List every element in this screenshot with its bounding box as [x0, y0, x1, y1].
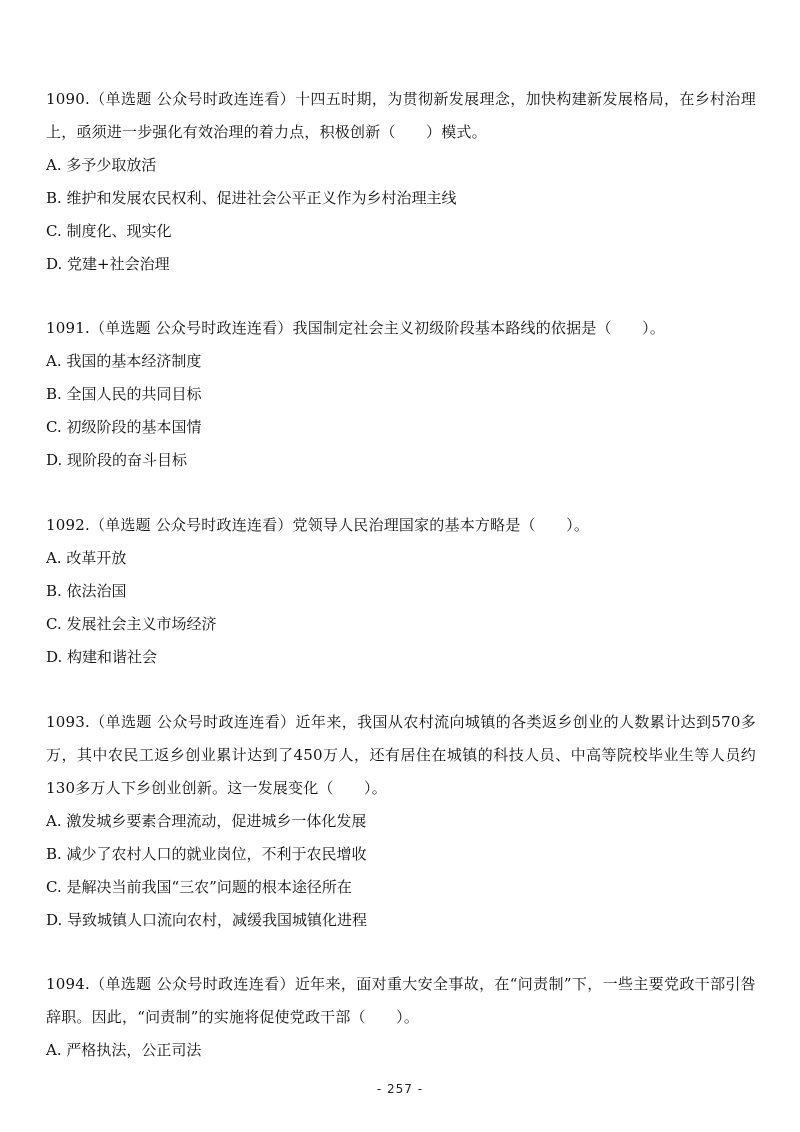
option-a: A. 改革开放 — [46, 549, 127, 567]
option-c: C. 制度化、现实化 — [46, 222, 172, 240]
option-b: B. 维护和发展农民权利、促进社会公平正义作为乡村治理主线 — [46, 189, 457, 207]
question-stem: 1091.（单选题 公众号时政连连看）我国制定社会主义初级阶段基本路线的依据是（ ）。 — [46, 319, 666, 337]
question-stem: 1090.（单选题 公众号时政连连看）十四五时期，为贯彻新发展理念，加快构建新发展格局，在乡村治理上，亟须进一步强化有效治理的着力点，积极创新（ ）模式。 — [46, 90, 756, 141]
option-a: A. 多予少取放活 — [46, 156, 157, 174]
question-1094 — [46, 968, 756, 1067]
question-1093 — [46, 706, 756, 937]
question-stem: 1093.（单选题 公众号时政连连看）近年来，我国从农村流向城镇的各类返乡创业的人数累计达到570多万，其中农民工返乡创业累计达到了450万人，还有居住在城镇的科技人员、中高等院校毕业生等人员约130多万人下乡创业创新。这一发展变化（ ）。 — [46, 713, 756, 797]
option-d: D. 构建和谐社会 — [46, 648, 158, 666]
option-list — [46, 805, 756, 937]
option-b: B. 全国人民的共同目标 — [46, 385, 202, 403]
option-c: C. 初级阶段的基本国情 — [46, 418, 202, 436]
option-c: C. 发展社会主义市场经济 — [46, 615, 217, 633]
page-number: - 257 - — [376, 1082, 424, 1096]
question-stem: 1092.（单选题 公众号时政连连看）党领导人民治理国家的基本方略是（ ）。 — [46, 516, 590, 534]
option-a: A. 激发城乡要素合理流动，促进城乡一体化发展 — [46, 812, 367, 830]
option-list — [46, 542, 756, 674]
option-list — [46, 149, 756, 281]
option-d: D. 现阶段的奋斗目标 — [46, 451, 188, 469]
option-list — [46, 1034, 756, 1067]
option-d: D. 党建+社会治理 — [46, 255, 170, 273]
question-1092 — [46, 509, 756, 674]
question-1090 — [46, 83, 756, 281]
option-a: A. 严格执法，公正司法 — [46, 1041, 202, 1059]
question-stem: 1094.（单选题 公众号时政连连看）近年来，面对重大安全事故，在“问责制”下，一些主要党政干部引咎辞职。因此，“问责制”的实施将促使党政干部（ ）。 — [46, 975, 756, 1026]
option-b: B. 依法治国 — [46, 582, 127, 600]
option-b: B. 减少了农村人口的就业岗位，不利于农民增收 — [46, 845, 367, 863]
option-c: C. 是解决当前我国“三农”问题的根本途径所在 — [46, 878, 352, 896]
question-1091 — [46, 312, 756, 477]
option-d: D. 导致城镇人口流向农村，减缓我国城镇化进程 — [46, 911, 368, 929]
option-list — [46, 345, 756, 477]
option-a: A. 我国的基本经济制度 — [46, 352, 202, 370]
